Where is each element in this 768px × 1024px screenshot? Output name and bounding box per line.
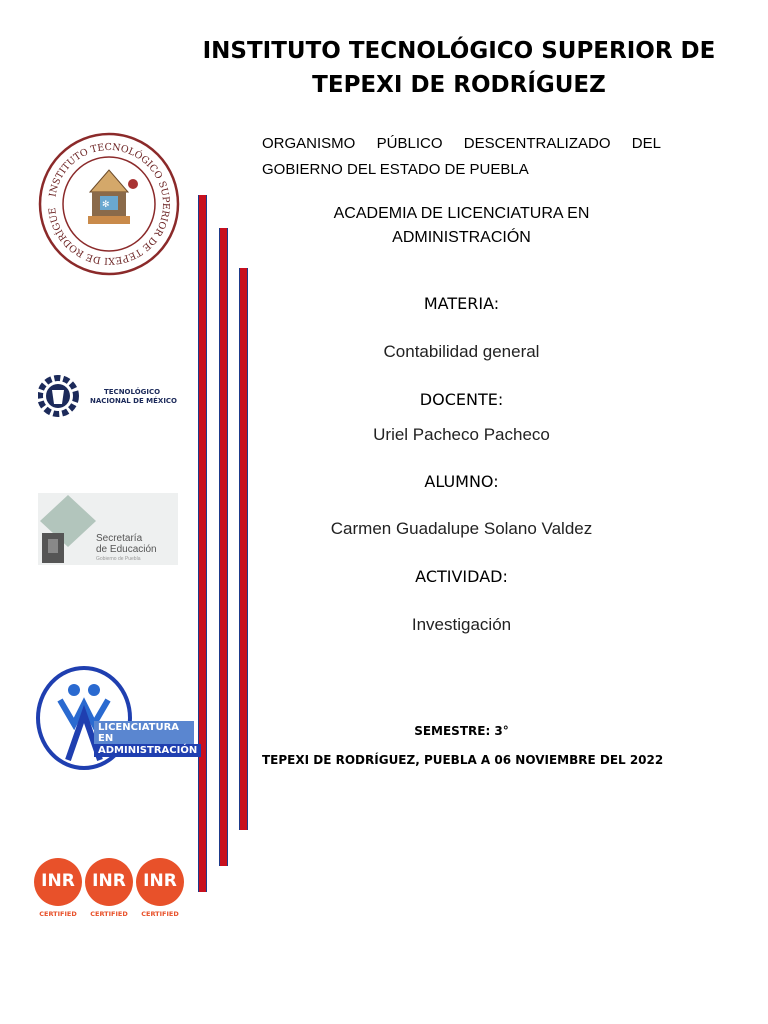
sep-line-1: Secretaría [96,533,143,544]
tecnm-logo [38,360,188,432]
materia-value: Contabilidad general [383,342,540,361]
alumno-value: Carmen Guadalupe Solano Valdez [330,519,593,538]
title-line-1: INSTITUTO TECNOLÓGICO SUPERIOR DE [202,38,716,64]
institute-seal-logo [38,132,180,277]
decorative-bar-2 [219,228,228,866]
academy-line-2: ADMINISTRACIÓN [392,229,531,246]
institution-title [200,34,718,102]
inr-cert-3: CERTIFIED [141,910,179,918]
inr-badge-1: INR [34,858,82,906]
actividad-label: ACTIVIDAD: [415,567,508,586]
sep-line-3: Gobierno de Puebla [96,556,141,562]
svg-text:✻: ✻ [102,200,110,210]
tecnm-line-1: TECNOLÓGICO [104,388,161,396]
academy-line-1: ACADEMIA DE LICENCIATURA EN [333,205,590,222]
academy-heading [262,202,661,250]
lic-line-2: ADMINISTRACIÓN [94,744,201,757]
sep-line-2: de Educación [96,544,157,555]
decorative-bar-1 [198,195,207,892]
materia-label: MATERIA: [423,294,500,313]
sep-logo [38,493,178,565]
actividad-value: Investigación [411,615,512,634]
tecnm-line-2: NACIONAL DE MÉXICO [90,397,178,405]
licenciatura-logo [34,664,198,772]
semestre: SEMESTRE: 3° [414,724,509,738]
organism-text [262,131,661,183]
decorative-bar-3 [239,268,248,830]
inr-cert-2: CERTIFIED [90,910,128,918]
inr-cert-1: CERTIFIED [39,910,77,918]
place-date: TEPEXI DE RODRÍGUEZ, PUEBLA A 06 NOVIEMBRE DEL 2022 [262,753,664,767]
docente-value: Uriel Pacheco Pacheco [373,425,550,444]
inr-certifications [34,858,184,924]
seal-ring-text: INSTITUTO TECNOLÓGICO SUPERIOR DE TEPEXI DE RODRÍGUE [47,141,172,267]
inr-badge-2: INR [85,858,133,906]
inr-badge-3: INR [136,858,184,906]
title-line-2: TEPEXI DE RODRÍGUEZ [312,72,606,98]
docente-label: DOCENTE: [419,390,504,409]
organism-line-2: GOBIERNO DEL ESTADO DE PUEBLA [262,161,529,178]
alumno-label: ALUMNO: [424,472,499,491]
lic-line-1: LICENCIATURA EN [94,721,194,745]
organism-line-1: ORGANISMO PÚBLICO DESCENTRALIZADO DEL [262,135,661,152]
